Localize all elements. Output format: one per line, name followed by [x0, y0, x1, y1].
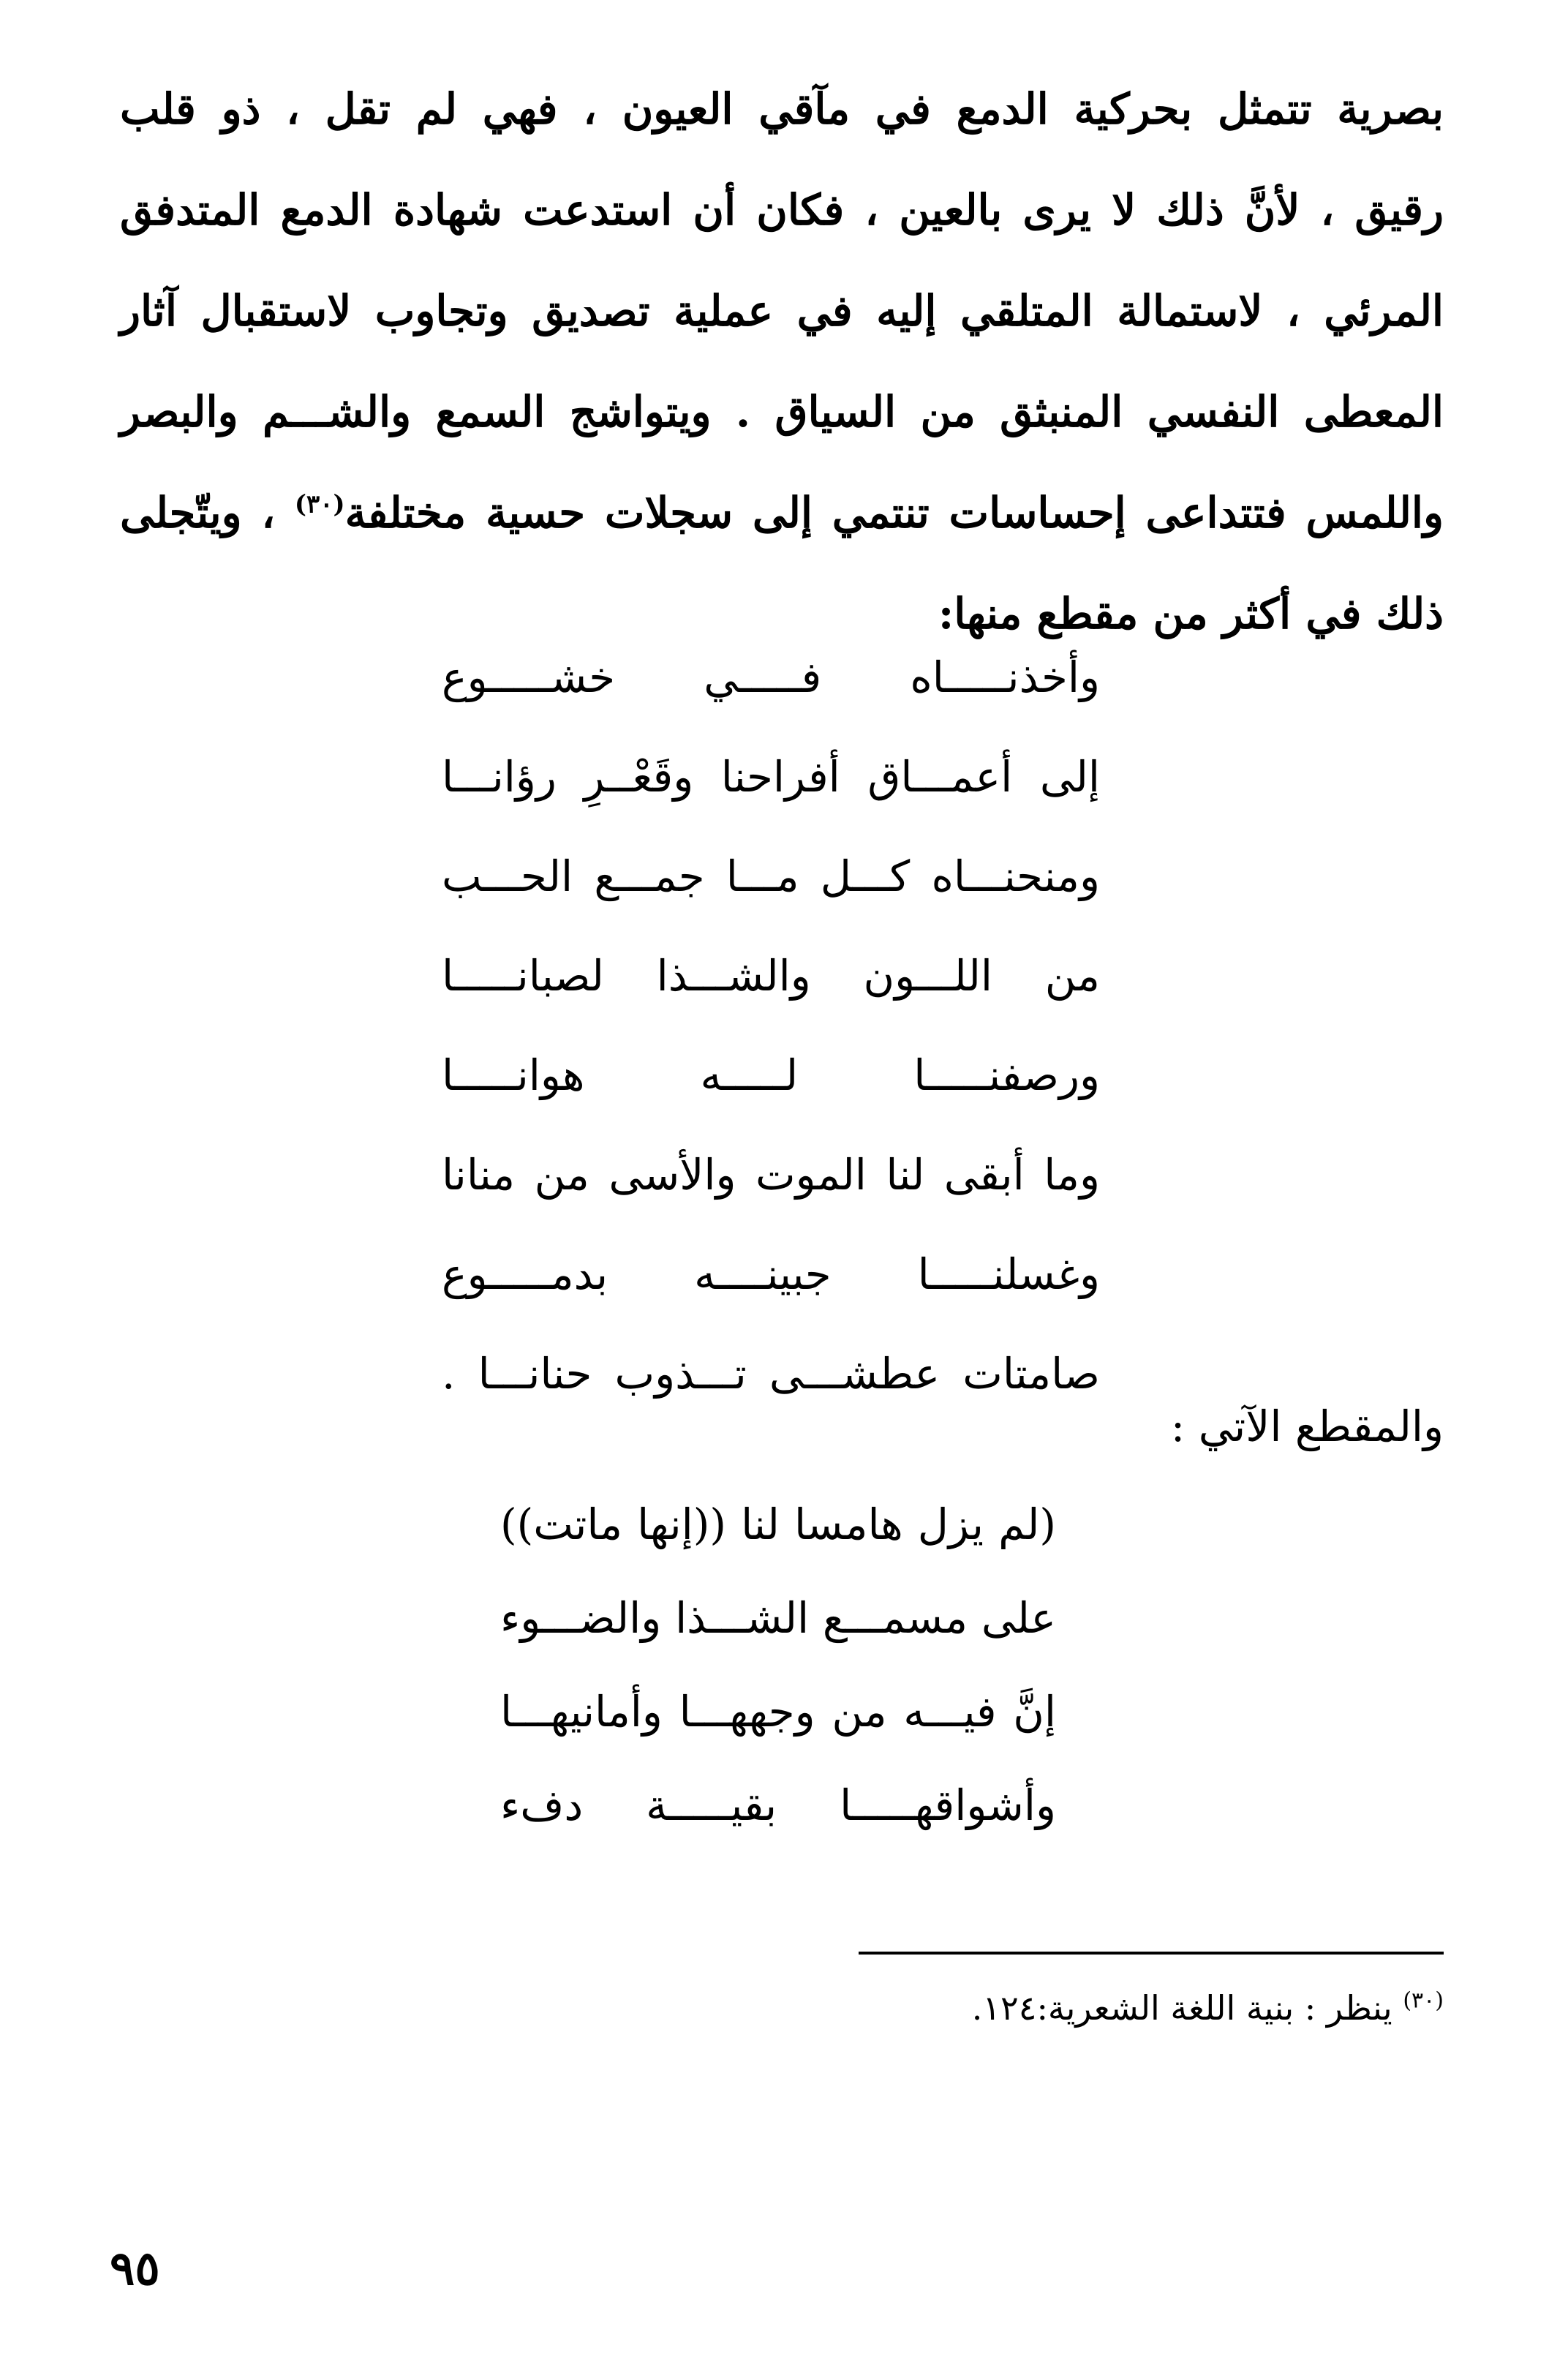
body-line: رقيق ، لأنَّ ذلك لا يرى بالعين ، فكان أن استدعت شهادة الدمع المتدفق	[120, 185, 1444, 235]
poem-verse: من اللـــون والشـــذا لصبانـــــا	[442, 951, 1100, 1001]
body-line-text: ، ويتّجلى	[120, 488, 295, 538]
poem-verse: وغسلنـــــا جبينــــه بدمـــــوع	[442, 1249, 1100, 1299]
poem-verse: وما أبقى لنا الموت والأسى من منانا	[442, 1150, 1100, 1200]
body-line-text: واللمس فتتداعى إحساسات تنتمي إلى سجلات حسية مختلفة	[344, 488, 1444, 538]
poem-excerpt-2	[500, 1478, 1056, 1852]
footnote-reference[interactable]: (٣٠)	[294, 489, 345, 519]
body-line: المرئي ، لاستمالة المتلقي إليه في عملية تصديق وتجاوب لاستقبال آثار	[120, 286, 1444, 336]
page-number: ٩٥	[110, 2241, 160, 2296]
poem-verse: صامتات عطشـــى تـــذوب حنانـــا .	[442, 1349, 1100, 1399]
body-line: المعطى النفسي المنبثق من السياق . ويتواشج السمع والشـــم والبصر	[120, 387, 1444, 437]
poem-verse: على مسمـــع الشـــذا والضـــوء	[500, 1593, 1056, 1643]
body-line: بصرية تتمثل بحركية الدمع في مآقي العيون ، فهي لم تقل ، ذو قلب	[120, 84, 1444, 134]
poem-verse: إنَّ فيـــه من وجههـــا وأمانيهـــا	[500, 1687, 1056, 1737]
body-paragraph	[120, 59, 1444, 664]
footnote-text: ينظر : بنية اللغة الشعرية:١٢٤.	[971, 1988, 1403, 2028]
excerpt-intro: والمقطع الآتي :	[1170, 1402, 1444, 1451]
poem-verse: ومنحنـــاه كـــل مـــا جمـــع الحـــب	[442, 851, 1100, 901]
footnote	[972, 1975, 1444, 2041]
body-line: ذلك في أكثر من مقطع منها:	[938, 589, 1444, 639]
footnote-number: (٣٠)	[1403, 1987, 1444, 2014]
body-line-with-footnote-ref	[120, 462, 1444, 563]
poem-verse: وأشواقهـــــا بقيـــــة دفء	[500, 1780, 1056, 1830]
poem-excerpt-1	[442, 628, 1100, 1423]
footnote-divider	[859, 1952, 1444, 1955]
poem-verse: (لم يزل هامسا لنا ((إنها ماتت))	[500, 1500, 1056, 1549]
poem-verse: وأخذنـــــاه فـــــي خشـــــوع	[442, 652, 1100, 702]
poem-verse: ورصفنـــــا لـــــه هوانـــــا	[442, 1050, 1100, 1100]
poem-verse: إلى أعمـــاق أفراحنا وقَعْــرِ رؤانـــا	[442, 752, 1100, 802]
